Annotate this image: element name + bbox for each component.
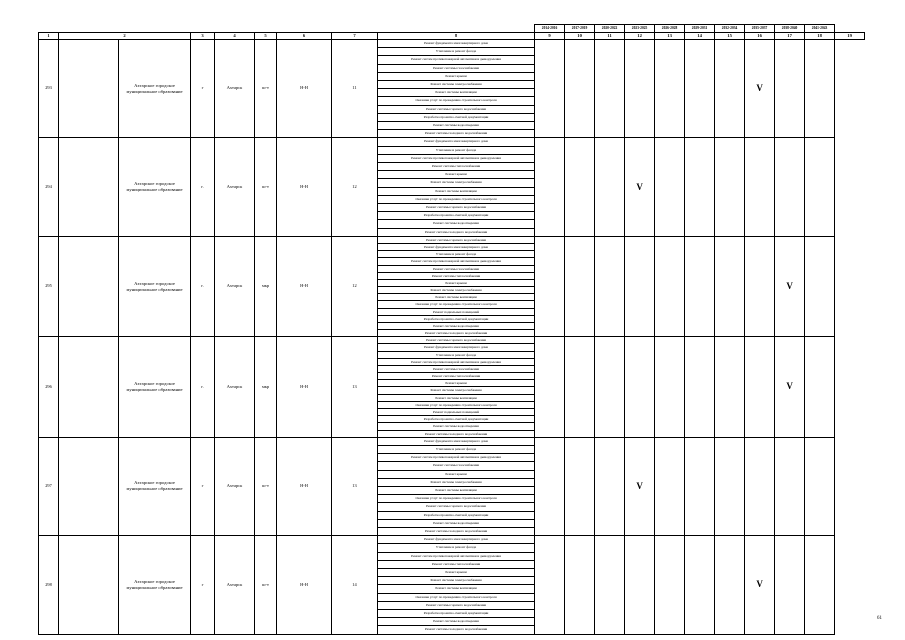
work-type-cell: Ремонт системы электроснабжения: [378, 478, 535, 486]
work-type-cell: Ремонт систем противопожарной автоматики и дымоудаления: [378, 552, 535, 560]
period-cell: [625, 536, 655, 634]
street-type-cell: мкр: [255, 236, 277, 336]
column-number-cell: 3: [191, 33, 215, 40]
period-cell: [715, 536, 745, 634]
municipality-cell: Ахтарское городское муниципальное образование: [119, 437, 191, 535]
period-cell: [775, 138, 805, 236]
period-cell: [805, 236, 835, 336]
period-cell: [745, 337, 775, 437]
period-cell: [625, 337, 655, 437]
city-cell: Ахтарск: [215, 236, 255, 336]
table-row: [39, 437, 865, 445]
period-mark-cell: V: [745, 40, 775, 138]
work-type-cell: Ремонт системы холодного водоснабжения: [378, 228, 535, 236]
period-cell: [595, 236, 625, 336]
settlement-type-cell: г: [191, 40, 215, 138]
period-cell: [745, 437, 775, 535]
page-number: 61: [877, 616, 882, 621]
column-number-cell: 13: [655, 33, 685, 40]
work-type-cell: Ремонт фундамента многоквартирного дома: [378, 40, 535, 48]
city-cell: Ахтарск: [215, 536, 255, 634]
period-cell: [805, 40, 835, 138]
work-type-cell: Ремонт системы электроснабжения: [378, 81, 535, 89]
work-type-cell: Ремонт крыши: [378, 72, 535, 80]
work-type-cell: Ремонт системы вентиляции: [378, 294, 535, 301]
work-type-cell: Разработка проектно-сметной документации: [378, 212, 535, 220]
period-cell: [595, 138, 625, 236]
work-type-cell: Оказание услуг по проведению строительного контроля: [378, 401, 535, 408]
work-type-cell: Разработка проектно-сметной документации: [378, 315, 535, 322]
period-header-blank: [39, 25, 535, 33]
period-mark-cell: V: [775, 337, 805, 437]
work-type-cell: Ремонт системы электроснабжения: [378, 387, 535, 394]
work-type-cell: Ремонт подвальных помещений: [378, 409, 535, 416]
work-type-cell: Ремонт системы горячего водоснабжения: [378, 236, 535, 243]
work-type-cell: Утепление и ремонт фасада: [378, 146, 535, 154]
column-number-cell: 17: [775, 33, 805, 40]
period-cell: [655, 40, 685, 138]
column-number-cell: 2: [59, 33, 191, 40]
period-cell: [685, 337, 715, 437]
work-type-cell: Оказание услуг по проведению строительного контроля: [378, 301, 535, 308]
period-cell: [775, 40, 805, 138]
period-cell: [775, 437, 805, 535]
row-number-cell: 296: [39, 337, 59, 437]
work-type-cell: Ремонт крыши: [378, 568, 535, 576]
municipality-cell: Ахтарское городское муниципальное образование: [119, 536, 191, 634]
building-number-cell: 11: [332, 40, 378, 138]
period-cell: [655, 536, 685, 634]
work-type-cell: Ремонт систем противопожарной автоматики и дымоудаления: [378, 258, 535, 265]
period-cell: [595, 437, 625, 535]
work-type-cell: Ремонт системы газоснабжения: [378, 462, 535, 470]
column-number-cell: 1: [39, 33, 59, 40]
work-type-cell: Утепление и ремонт фасада: [378, 445, 535, 453]
street-name-cell: Н-Н: [277, 236, 332, 336]
period-cell: [685, 138, 715, 236]
period-cell: [775, 536, 805, 634]
row-number-cell: 295: [39, 236, 59, 336]
work-type-cell: Ремонт системы холодного водоснабжения: [378, 330, 535, 337]
period-cell: [805, 536, 835, 634]
period-header-cell: 2023-2025: [625, 25, 655, 33]
work-type-cell: Оказание услуг по проведению строительного контроля: [378, 593, 535, 601]
row-number-cell: 294: [39, 138, 59, 236]
column-number-cell: 6: [277, 33, 332, 40]
period-header-row: [39, 25, 865, 33]
work-type-cell: Ремонт системы водоотведения: [378, 122, 535, 130]
period-header-cell: 2020-2022: [595, 25, 625, 33]
work-type-cell: Ремонт системы электроснабжения: [378, 287, 535, 294]
period-cell: [535, 536, 565, 634]
period-header-cell: 2041-2043: [805, 25, 835, 33]
work-type-cell: Ремонт систем противопожарной автоматики и дымоудаления: [378, 56, 535, 64]
period-header-cell: 2017-2019: [565, 25, 595, 33]
column-number-cell: 5: [255, 33, 277, 40]
empty-cell: [59, 138, 119, 236]
period-cell: [565, 437, 595, 535]
table-row: [39, 40, 865, 48]
empty-cell: [59, 236, 119, 336]
work-type-cell: Ремонт системы горячего водоснабжения: [378, 337, 535, 344]
work-type-cell: Ремонт системы горячего водоснабжения: [378, 601, 535, 609]
table-row: [39, 536, 865, 544]
work-type-cell: Ремонт системы холодного водоснабжения: [378, 130, 535, 138]
work-type-cell: Ремонт системы водоотведения: [378, 322, 535, 329]
work-type-cell: Утепление и ремонт фасада: [378, 251, 535, 258]
work-type-cell: Разработка проектно-сметной документации: [378, 113, 535, 121]
work-type-cell: Ремонт системы теплоснабжения: [378, 373, 535, 380]
building-number-cell: 13: [332, 337, 378, 437]
period-cell: [625, 236, 655, 336]
street-name-cell: Н-Н: [277, 138, 332, 236]
column-number-cell: 15: [715, 33, 745, 40]
empty-cell: [59, 536, 119, 634]
municipality-cell: Ахтарское городское муниципальное образование: [119, 138, 191, 236]
empty-cell: [59, 40, 119, 138]
period-header-cell: 2029-2031: [685, 25, 715, 33]
settlement-type-cell: г.: [191, 337, 215, 437]
work-type-cell: Ремонт системы водоотведения: [378, 519, 535, 527]
period-cell: [595, 337, 625, 437]
municipality-cell: Ахтарское городское муниципальное образование: [119, 236, 191, 336]
period-cell: [715, 40, 745, 138]
column-number-row: [39, 33, 865, 40]
period-cell: [715, 437, 745, 535]
schedule-document: [38, 24, 852, 635]
work-type-cell: Ремонт крыши: [378, 279, 535, 286]
period-header-cell: 2035-2037: [745, 25, 775, 33]
period-cell: [745, 138, 775, 236]
period-mark-cell: V: [625, 437, 655, 535]
column-number-cell: 11: [595, 33, 625, 40]
work-type-cell: Разработка проектно-сметной документации: [378, 416, 535, 423]
building-number-cell: 14: [332, 536, 378, 634]
row-number-cell: 297: [39, 437, 59, 535]
work-type-cell: Ремонт системы теплоснабжения: [378, 163, 535, 171]
period-cell: [535, 236, 565, 336]
work-type-cell: Ремонт систем противопожарной автоматики и дымоудаления: [378, 454, 535, 462]
empty-cell: [59, 337, 119, 437]
work-type-cell: Ремонт системы вентиляции: [378, 394, 535, 401]
period-cell: [595, 536, 625, 634]
period-cell: [715, 337, 745, 437]
period-cell: [655, 138, 685, 236]
city-cell: Ахтарск: [215, 337, 255, 437]
work-type-cell: Ремонт системы водоотведения: [378, 618, 535, 626]
settlement-type-cell: г: [191, 437, 215, 535]
period-cell: [805, 138, 835, 236]
work-type-cell: Ремонт системы водоотведения: [378, 220, 535, 228]
period-cell: [625, 40, 655, 138]
work-type-cell: Ремонт системы газоснабжения: [378, 265, 535, 272]
period-cell: [685, 437, 715, 535]
work-type-cell: Ремонт системы вентиляции: [378, 187, 535, 195]
street-name-cell: Н-Н: [277, 437, 332, 535]
work-type-cell: Оказание услуг по проведению строительного контроля: [378, 495, 535, 503]
column-number-cell: 4: [215, 33, 255, 40]
street-name-cell: Н-Н: [277, 337, 332, 437]
column-number-cell: 7: [332, 33, 378, 40]
table-row: [39, 138, 865, 146]
work-type-cell: Ремонт фундамента многоквартирного дома: [378, 138, 535, 146]
work-type-cell: Ремонт системы газоснабжения: [378, 64, 535, 72]
work-type-cell: Ремонт системы горячего водоснабжения: [378, 105, 535, 113]
period-cell: [565, 536, 595, 634]
table-row: [39, 236, 865, 243]
work-type-cell: Ремонт системы электроснабжения: [378, 577, 535, 585]
work-type-cell: Ремонт систем противопожарной автоматики и дымоудаления: [378, 358, 535, 365]
work-type-cell: Ремонт системы газоснабжения: [378, 365, 535, 372]
repair-schedule-table: [38, 24, 865, 635]
period-cell: [535, 337, 565, 437]
period-cell: [535, 138, 565, 236]
period-cell: [685, 40, 715, 138]
period-cell: [685, 536, 715, 634]
period-cell: [715, 236, 745, 336]
row-number-cell: 298: [39, 536, 59, 634]
table-row: [39, 337, 865, 344]
work-type-cell: Ремонт системы водоотведения: [378, 423, 535, 430]
column-number-cell: 9: [535, 33, 565, 40]
column-number-cell: 12: [625, 33, 655, 40]
work-type-cell: Разработка проектно-сметной документации: [378, 511, 535, 519]
column-number-cell: 18: [805, 33, 835, 40]
city-cell: Ахтарск: [215, 138, 255, 236]
work-type-cell: Ремонт подвальных помещений: [378, 308, 535, 315]
row-number-cell: 293: [39, 40, 59, 138]
work-type-cell: Ремонт системы холодного водоснабжения: [378, 430, 535, 437]
period-cell: [565, 236, 595, 336]
period-cell: [715, 138, 745, 236]
period-cell: [655, 337, 685, 437]
period-cell: [655, 236, 685, 336]
period-cell: [565, 337, 595, 437]
street-type-cell: ш-т: [255, 536, 277, 634]
period-cell: [745, 236, 775, 336]
empty-cell: [59, 437, 119, 535]
period-cell: [565, 40, 595, 138]
period-cell: [805, 437, 835, 535]
period-mark-cell: V: [745, 536, 775, 634]
building-number-cell: 12: [332, 236, 378, 336]
building-number-cell: 13: [332, 437, 378, 535]
work-type-cell: Оказание услуг по проведению строительного контроля: [378, 195, 535, 203]
work-type-cell: Утепление и ремонт фасада: [378, 48, 535, 56]
municipality-cell: Ахтарское городское муниципальное образование: [119, 337, 191, 437]
work-type-cell: Ремонт системы вентиляции: [378, 486, 535, 494]
column-number-cell: 19: [835, 33, 865, 40]
work-type-cell: Ремонт крыши: [378, 171, 535, 179]
work-type-cell: Утепление и ремонт фасада: [378, 351, 535, 358]
period-cell: [685, 236, 715, 336]
period-cell: [535, 40, 565, 138]
building-number-cell: 12: [332, 138, 378, 236]
period-cell: [565, 138, 595, 236]
work-type-cell: Ремонт фундамента многоквартирного дома: [378, 244, 535, 251]
period-cell: [655, 437, 685, 535]
street-type-cell: ш-т: [255, 138, 277, 236]
work-type-cell: Ремонт системы холодного водоснабжения: [378, 527, 535, 535]
period-header-cell: 2038-2040: [775, 25, 805, 33]
work-type-cell: Ремонт фундамента многоквартирного дома: [378, 344, 535, 351]
column-number-cell: 10: [565, 33, 595, 40]
work-type-cell: Разработка проектно-сметной документации: [378, 609, 535, 617]
period-header-cell: 2026-2028: [655, 25, 685, 33]
work-type-cell: Ремонт крыши: [378, 470, 535, 478]
city-cell: Ахтарск: [215, 40, 255, 138]
settlement-type-cell: г: [191, 536, 215, 634]
work-type-cell: Ремонт систем противопожарной автоматики и дымоудаления: [378, 154, 535, 162]
period-mark-cell: V: [775, 236, 805, 336]
period-cell: [805, 337, 835, 437]
city-cell: Ахтарск: [215, 437, 255, 535]
column-number-cell: 16: [745, 33, 775, 40]
period-header-cell: 2014-2016: [535, 25, 565, 33]
work-type-cell: Ремонт системы теплоснабжения: [378, 272, 535, 279]
period-mark-cell: V: [625, 138, 655, 236]
work-type-cell: Ремонт фундамента многоквартирного дома: [378, 437, 535, 445]
work-type-cell: Оказание услуг по проведению строительного контроля: [378, 97, 535, 105]
work-type-cell: Утепление и ремонт фасада: [378, 544, 535, 552]
work-type-cell: Ремонт системы горячего водоснабжения: [378, 204, 535, 212]
municipality-cell: Ахтарское городское муниципальное образование: [119, 40, 191, 138]
street-type-cell: ш-т: [255, 40, 277, 138]
column-number-cell: 8: [378, 33, 535, 40]
street-type-cell: мкр: [255, 337, 277, 437]
settlement-type-cell: г.: [191, 138, 215, 236]
work-type-cell: Ремонт системы горячего водоснабжения: [378, 503, 535, 511]
street-name-cell: Н-Н: [277, 40, 332, 138]
street-type-cell: ш-т: [255, 437, 277, 535]
work-type-cell: Ремонт системы вентиляции: [378, 89, 535, 97]
period-header-cell: 2032-2034: [715, 25, 745, 33]
work-type-cell: Ремонт крыши: [378, 380, 535, 387]
work-type-cell: Ремонт фундамента многоквартирного дома: [378, 536, 535, 544]
work-type-cell: Ремонт системы вентиляции: [378, 585, 535, 593]
street-name-cell: Н-Н: [277, 536, 332, 634]
settlement-type-cell: г.: [191, 236, 215, 336]
column-number-cell: 14: [685, 33, 715, 40]
period-cell: [595, 40, 625, 138]
period-cell: [535, 437, 565, 535]
work-type-cell: Ремонт системы электроснабжения: [378, 179, 535, 187]
work-type-cell: Ремонт системы теплоснабжения: [378, 560, 535, 568]
work-type-cell: Ремонт системы холодного водоснабжения: [378, 626, 535, 634]
